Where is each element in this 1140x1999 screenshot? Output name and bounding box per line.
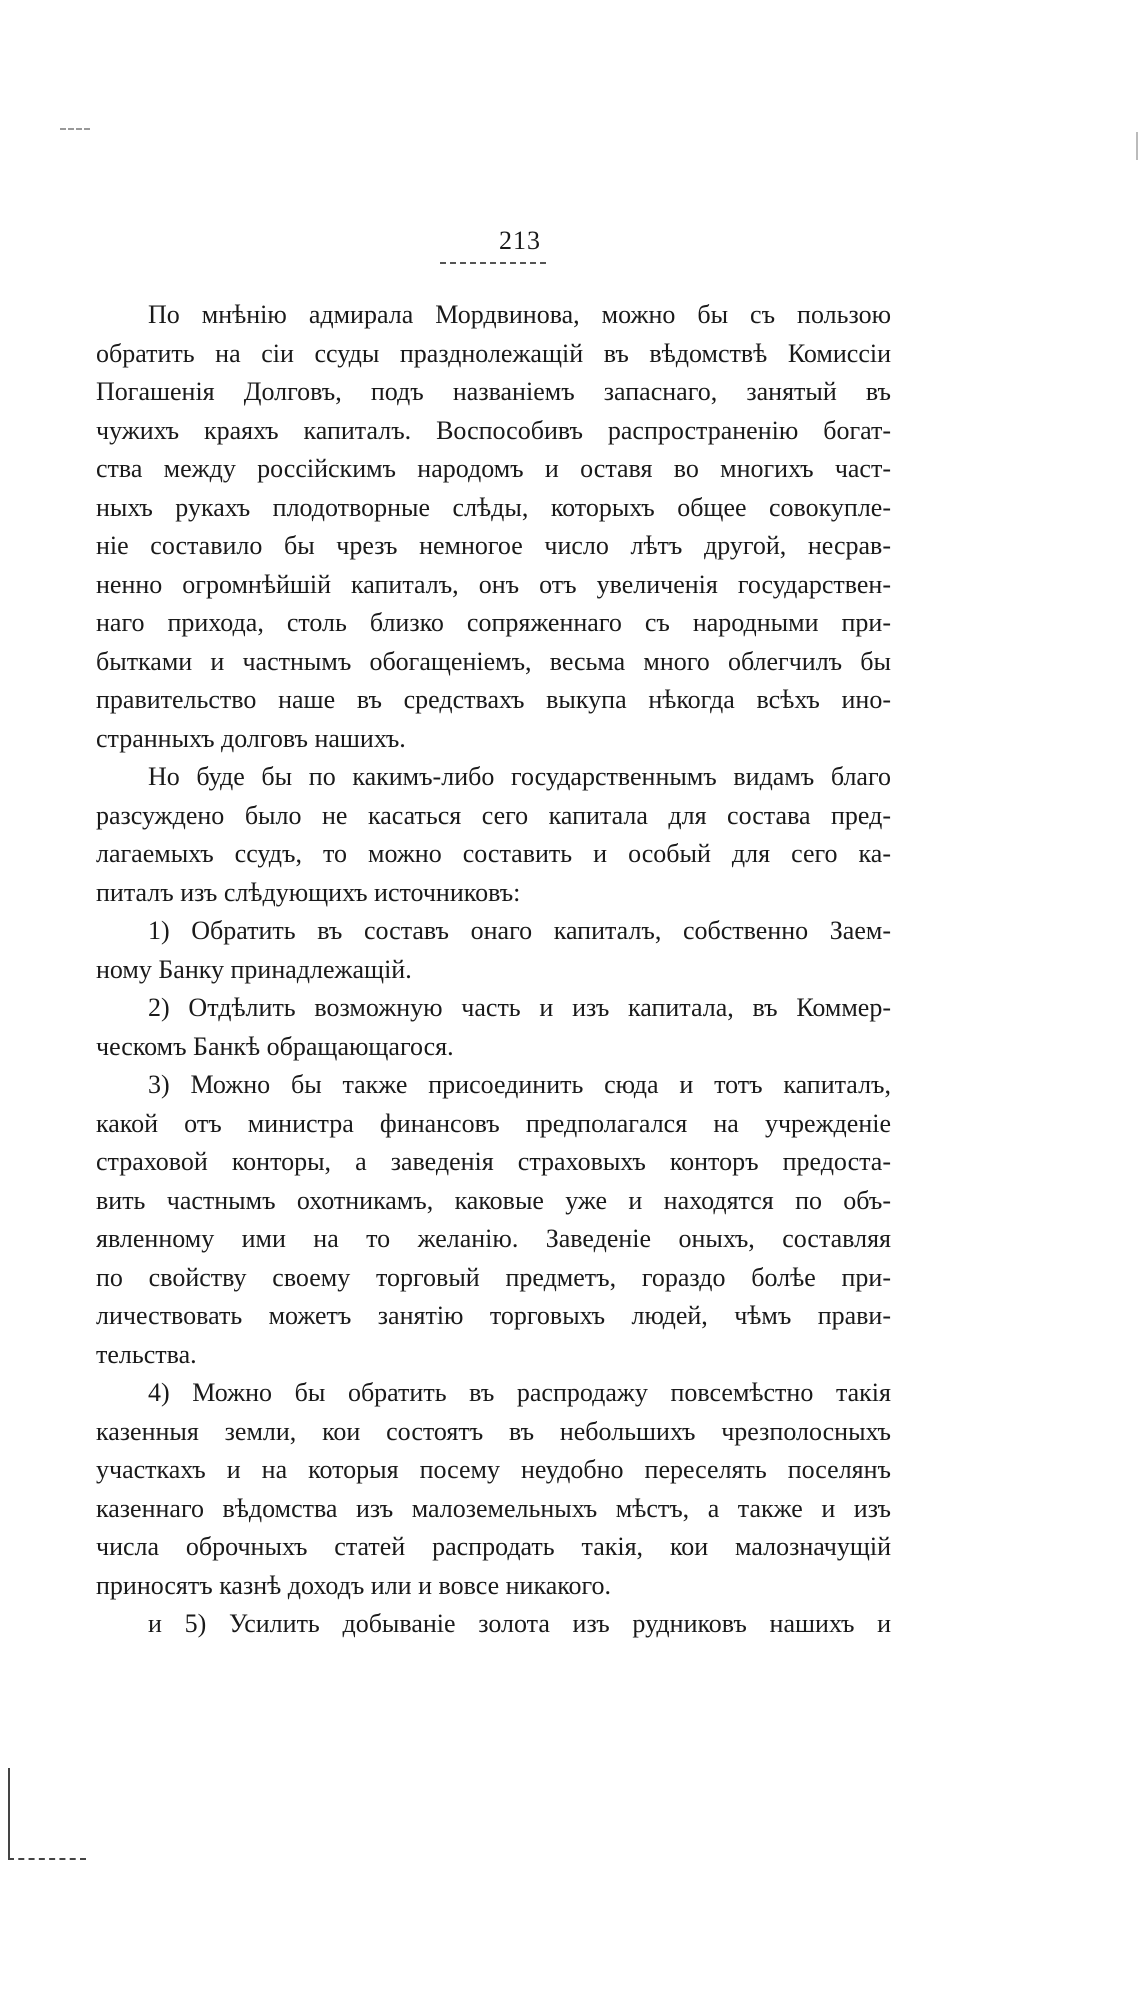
- text-line: по свойству своему торговый предметъ, гораздо болѣе при-: [96, 1262, 891, 1292]
- text-line: тельства.: [96, 1339, 197, 1369]
- text-line: личествовать можетъ занятію торговыхъ людей, чѣмъ прави-: [96, 1301, 891, 1330]
- text-line: числа оброчныхъ статей распродать такія, кои малозначущій: [96, 1532, 891, 1561]
- text-line: чужихъ краяхъ капиталъ. Воспособивъ распространенію богат-: [96, 415, 891, 445]
- page-number-rule: [440, 262, 546, 264]
- text-line: разсуждено было не касаться сего капитала для состава пред-: [96, 800, 891, 830]
- text-line: обратить на сіи ссуды празднолежащій въ вѣдомствѣ Комиссіи: [96, 338, 891, 368]
- text-line: ныхъ рукахъ плодотворные слѣды, которыхъ общее совокупле-: [96, 492, 891, 522]
- text-line: Но буде бы по какимъ-либо государственнымъ видамъ благо: [148, 762, 891, 791]
- text-line: ства между россійскимъ народомъ и оставя во многихъ част-: [96, 454, 891, 483]
- text-line: явленному ими на то желанію. Заведеніе оныхъ, составляя: [96, 1224, 891, 1253]
- paragraph: [96, 912, 891, 989]
- text-line: вить частнымъ охотникамъ, каковые уже и находятся по объ-: [96, 1185, 891, 1215]
- paragraph: [96, 758, 891, 912]
- text-line: наго прихода, столь близко сопряженнаго съ народными при-: [96, 608, 891, 637]
- text-line: По мнѣнію адмирала Мордвинова, можно бы съ пользою: [148, 300, 891, 329]
- page-number: 213: [499, 226, 541, 255]
- paragraph: [96, 1605, 891, 1644]
- text-line: ческомъ Банкѣ обращающагося.: [96, 1031, 454, 1061]
- scan-edge-mark-right: [1136, 132, 1138, 160]
- text-line: 4) Можно бы обратить въ распродажу повсемѣстно такія: [148, 1378, 891, 1407]
- text-line: казенныя земли, кои состоятъ въ небольшихъ чрезполосныхъ: [96, 1416, 891, 1446]
- text-line: 2) Отдѣлить возможную часть и изъ капитала, въ Коммер-: [148, 993, 891, 1022]
- text-line: ніе составило бы чрезъ немногое число лѣтъ другой, несрав-: [96, 531, 891, 560]
- text-line: 3) Можно бы также присоединить сюда и тотъ капиталъ,: [148, 1070, 891, 1099]
- paragraph: [96, 296, 891, 758]
- text-line: приносятъ казнѣ доходъ или и вовсе никакого.: [96, 1570, 612, 1600]
- text-line: лагаемыхъ ссудъ, то можно составить и особый для сего ка-: [96, 839, 891, 868]
- text-line: бытками и частнымъ обогащеніемъ, весьма много облегчилъ бы: [96, 646, 891, 676]
- text-line: Погашенія Долговъ, подъ названіемъ запаснаго, занятый въ: [96, 377, 891, 406]
- body-text: [96, 296, 891, 1644]
- paragraph: [96, 989, 891, 1066]
- text-line: ненно огромнѣйшій капиталъ, онъ отъ увеличенія государствен-: [96, 569, 891, 599]
- text-line: ному Банку принадлежащій.: [96, 954, 412, 984]
- text-line: правительство наше въ средствахъ выкупа нѣкогда всѣхъ ино-: [96, 685, 891, 714]
- text-line: какой отъ министра финансовъ предполагался на учрежденіе: [96, 1108, 891, 1138]
- text-line: участкахъ и на которыя посему неудобно переселять поселянъ: [96, 1455, 891, 1484]
- text-line: страховой конторы, а заведенія страховыхъ конторъ предоста-: [96, 1147, 891, 1176]
- scan-edge-mark-bottom: [8, 1858, 86, 1860]
- text-line: и 5) Усилить добываніе золота изъ рудниковъ нашихъ и: [148, 1609, 891, 1638]
- scan-edge-mark-left: [8, 1768, 10, 1860]
- scan-edge-mark-top: [60, 128, 90, 130]
- paragraph: [96, 1374, 891, 1605]
- paragraph: [96, 1066, 891, 1374]
- text-line: казеннаго вѣдомства изъ малоземельныхъ мѣстъ, а также и изъ: [96, 1493, 891, 1523]
- text-line: странныхъ долговъ нашихъ.: [96, 723, 406, 753]
- text-line: 1) Обратить въ составъ онаго капиталъ, собственно Заем-: [148, 916, 891, 945]
- text-line: питалъ изъ слѣдующихъ источниковъ:: [96, 877, 521, 907]
